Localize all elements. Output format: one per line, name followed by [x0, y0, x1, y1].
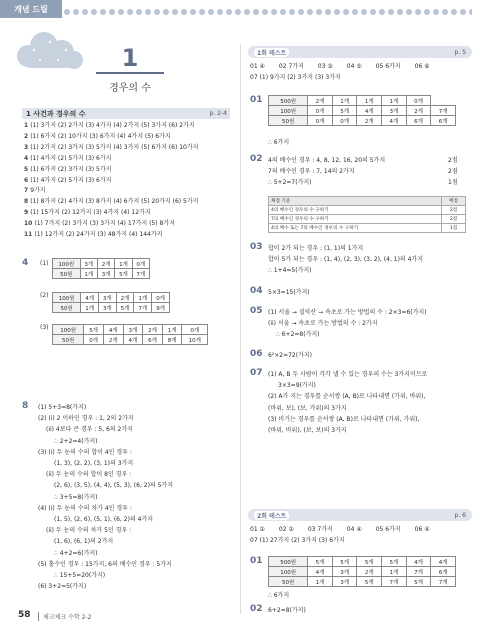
scoring-header-cell: 배점: [442, 197, 466, 206]
table-cell: 100원: [53, 259, 81, 269]
table-cell: 8개: [162, 335, 182, 345]
answer-text: (1) 4가지 (2) 5가지 (3) 6가지: [30, 154, 112, 162]
table-cell: 0개: [152, 293, 170, 303]
problem-4-number: 4: [22, 258, 29, 268]
problem-4-sub1: (1): [40, 260, 49, 267]
section-page: p. 2-4: [209, 110, 227, 117]
problem-03-number: 03: [250, 242, 263, 252]
table-cell: 1개: [162, 325, 182, 335]
text-line: (ii) 서울 → 속초로 가는 방법의 수 : 2가지: [268, 320, 378, 328]
text-line: ∴ 4+2=6(가지): [54, 549, 98, 557]
text-line: (1) 서울 → 설악산 → 속초로 가는 방법의 수 : 2×3=6(가지): [268, 309, 427, 316]
scoring-row: [269, 206, 466, 215]
table-cell: 3개: [97, 269, 114, 279]
scoring-row: [269, 215, 466, 224]
table-cell: 1개: [308, 577, 333, 587]
problem-01-table: [268, 95, 456, 126]
header-dots: [64, 9, 472, 16]
table-row: [269, 106, 456, 116]
answer-row: [24, 186, 234, 197]
text-line: (4) (i) 두 눈의 수의 차가 4인 경우 :: [38, 504, 132, 512]
text-line: (3) (i) 두 눈의 수의 합이 4인 경우 :: [38, 448, 132, 456]
table-cell: 2개: [357, 567, 382, 577]
choice-item: 03 ③: [317, 63, 333, 70]
problem-05-solution: [268, 307, 427, 341]
table-cell: 7개: [431, 106, 456, 116]
answer-row: [24, 176, 234, 187]
table-cell: 9개: [152, 303, 170, 313]
answer-text: (1) 7가지 (2) 3가지 (3) 3가지 (4) 17가지 (5) 8가지: [34, 220, 175, 228]
quick-test-2-label: 2회 테스트: [254, 511, 289, 520]
choice-item: 04 ⑤: [346, 63, 362, 70]
table-cell: 0개: [84, 335, 104, 345]
table-cell: 10개: [182, 335, 208, 345]
table-cell: 500원: [269, 557, 308, 567]
choice-item: 02 7가지: [278, 63, 304, 70]
text-line: ∴ 5+2=7(가지): [268, 179, 312, 187]
table-cell: 3개: [332, 577, 357, 587]
answer-text: (1) 4가지 (2) 5가지 (3) 6가지: [30, 176, 112, 184]
table-cell: 3개: [98, 303, 116, 313]
text-line: (바위, 바위), (보, 보)의 3가지: [268, 427, 347, 435]
answer-row: [24, 165, 234, 176]
table-row: [269, 567, 456, 577]
text-line: ∴ 3+5=8(가지): [54, 493, 98, 501]
scoring-cell: 2점: [442, 215, 466, 224]
scoring-row: [269, 224, 466, 233]
table-cell: 2개: [308, 96, 333, 106]
table-cell: 6개: [406, 116, 431, 126]
problem-02-solution: [268, 155, 385, 189]
text-line: (1) A, B 두 사람이 각각 낼 수 있는 경우의 수는 3가지이므로: [268, 371, 428, 378]
answer-text: (1) 6가지 (2) 3가지 (3) 5가지: [30, 165, 112, 173]
problem-4-table-3: [52, 324, 208, 345]
table-cell: 7개: [382, 577, 407, 587]
table-row: [269, 96, 456, 106]
text-line: 2점: [448, 168, 458, 176]
table-cell: 4개: [406, 557, 431, 567]
table-cell: 1개: [80, 269, 97, 279]
scoring-table: [268, 196, 466, 233]
table-cell: 1개: [382, 567, 407, 577]
answer-text: 9가지: [30, 187, 46, 195]
problem-02-number: 02: [250, 154, 263, 164]
text-line: ∴ 2+2=4(가지): [54, 437, 98, 445]
problem-01b-conclusion: ∴ 6가지: [268, 592, 290, 599]
table-cell: 4개: [382, 116, 407, 126]
column-divider: [240, 44, 241, 614]
quick-test-1-choices-2: 07 (1) 9가지 (2) 3가지 (3) 3가지: [250, 74, 341, 81]
table-cell: 0개: [132, 259, 149, 269]
text-line: (ii) 4보다 큰 경우 : 5, 6의 2가지: [46, 426, 133, 434]
section-title: 1 사건과 경우의 수: [26, 109, 86, 118]
answer-list: [24, 121, 234, 241]
problem-8-number: 8: [22, 401, 29, 411]
choice-item: 05 6가지: [375, 526, 401, 533]
choice-item: 01 ①: [250, 526, 265, 533]
table-cell: 4개: [431, 557, 456, 567]
answer-number: 6: [24, 176, 29, 184]
problem-01b-table: [268, 556, 456, 587]
table-row: [53, 303, 170, 313]
quick-test-2-choices-2: 07 (1) 27가지 (2) 3가지 (3) 6가지: [250, 537, 345, 544]
table-cell: 4개: [123, 335, 143, 345]
table-cell: 50원: [53, 335, 84, 345]
table-cell: 5개: [116, 303, 134, 313]
answer-row: [24, 154, 234, 165]
table-row: [53, 293, 170, 303]
answer-row: [24, 197, 234, 208]
text-line: (1, 3), (2, 2), (3, 1)의 3가지: [54, 460, 134, 468]
table-row: [53, 259, 150, 269]
table-cell: 1개: [115, 259, 132, 269]
table-cell: 5개: [357, 577, 382, 587]
table-cell: 7개: [406, 567, 431, 577]
table-cell: 50원: [269, 116, 308, 126]
answer-text: (1) 6가지 (2) 10가지 (3) 6가지 (4) 4가지 (5) 6가지: [30, 132, 171, 140]
table-cell: 0개: [332, 116, 357, 126]
table-cell: 3개: [80, 259, 97, 269]
problem-4-table-2: [52, 292, 170, 313]
answer-number: 10: [24, 220, 33, 228]
text-line: (바위, 보), (보, 가위)의 3가지: [268, 404, 347, 412]
table-cell: 5개: [357, 557, 382, 567]
table-row: [53, 325, 208, 335]
answer-text: (1) 8가지 (2) 4가지 (3) 8가지 (4) 6가지 (5) 20가지 (6) 5가지: [30, 198, 199, 206]
problem-01b-number: 01: [250, 556, 263, 566]
text-line: (6) 3+2=5(가지): [38, 583, 87, 591]
table-cell: 3개: [382, 106, 407, 116]
table-cell: 4개: [103, 325, 123, 335]
problem-4-sub2: (2): [40, 292, 49, 299]
table-cell: 2개: [103, 335, 123, 345]
choice-item: 01 ④: [250, 63, 265, 70]
table-cell: 3개: [123, 325, 143, 335]
answer-row: [24, 219, 234, 230]
text-line: (2) (i) 2 이하인 경우 : 1, 2의 2가지: [38, 415, 134, 423]
table-row: [53, 269, 150, 279]
text-line: ∴ 15+5=20(가지): [54, 572, 106, 580]
answer-number: 11: [24, 231, 33, 239]
table-cell: 6개: [431, 116, 456, 126]
scoring-cell: 2점: [442, 206, 466, 215]
table-row: [269, 577, 456, 587]
table-cell: 5개: [406, 577, 431, 587]
text-line: 합이 2가 되는 경우 : (1, 1)의 1가지: [268, 245, 364, 252]
answer-number: 2: [24, 132, 29, 140]
text-line: (1) 5+3=8(가지): [38, 404, 87, 411]
problem-04-number: 04: [250, 286, 263, 296]
choice-item: 06 ⑥: [414, 63, 430, 70]
table-cell: 2개: [406, 106, 431, 116]
scoring-header-cell: 채점 기준: [269, 197, 442, 206]
problem-04-solution: 5×3=15(가지): [268, 289, 310, 296]
table-cell: 5개: [115, 269, 132, 279]
choice-item: 06 ④: [414, 526, 430, 533]
quick-test-1-label: 1회 테스트: [254, 48, 289, 57]
answer-text: (1) 3가지 (2) 2가지 (3) 4가지 (4) 2가지 (5) 3가지 (6) 2가지: [30, 122, 195, 129]
text-line: 합이 5가 되는 경우 : (1, 4), (2, 3), (3, 2), (4, 1)의 4가지: [268, 256, 424, 264]
answer-row: [24, 230, 234, 241]
header-tab: 개념 드릴: [0, 0, 62, 18]
table-cell: 7개: [431, 577, 456, 587]
section-header: [22, 108, 230, 119]
table-cell: 500원: [269, 96, 308, 106]
scoring-cell: 4의 배수 또는 7의 배수인 경우의 수 구하기: [269, 224, 442, 233]
table-cell: 5개: [308, 557, 333, 567]
table-cell: 5개: [84, 325, 104, 335]
table-cell: 0개: [308, 116, 333, 126]
answer-text: (1) 12가지 (2) 24가지 (3) 48가지 (4) 144가지: [34, 231, 163, 239]
table-cell: 4개: [81, 293, 99, 303]
scoring-cell: 7의 배수인 경우의 수 구하기: [269, 215, 442, 224]
problem-4-table-1: [52, 258, 150, 279]
choice-item: 05 6가지: [375, 63, 401, 70]
table-cell: 100원: [269, 106, 308, 116]
table-row: [269, 557, 456, 567]
table-cell: 50원: [269, 577, 308, 587]
table-cell: 4개: [357, 106, 382, 116]
answer-text: (1) 2가지 (2) 3가지 (3) 5가지 (4) 3가지 (5) 6가지 (6) 10가지: [30, 143, 199, 151]
table-cell: 1개: [382, 96, 407, 106]
scoring-cell: 1점: [442, 224, 466, 233]
text-line: (2) A가 지는 경우를 순서쌍 (A, B)로 나타내면 (가위, 바위),: [268, 393, 426, 401]
table-cell: 0개: [308, 106, 333, 116]
table-cell: 6개: [431, 567, 456, 577]
table-cell: 50원: [53, 303, 81, 313]
problem-01-conclusion: ∴ 6가지: [268, 139, 290, 146]
quick-test-1-page: p. 5: [454, 48, 466, 56]
text-line: 1점: [448, 179, 458, 187]
text-line: (2, 6), (3, 5), (4, 4), (5, 3), (6, 2)의 5가지: [54, 482, 174, 490]
table-row: [269, 116, 456, 126]
table-cell: 100원: [269, 567, 308, 577]
table-cell: 2개: [97, 259, 114, 269]
problem-07-solution: [268, 369, 427, 436]
answer-number: 9: [24, 209, 29, 217]
chapter-title: 경우의 수: [109, 83, 151, 94]
quick-test-2-header: [248, 509, 472, 521]
choice-item: 02 ①: [278, 526, 294, 533]
text-line: ∴ 1+4=5(가지): [268, 267, 312, 275]
table-cell: 1개: [81, 303, 99, 313]
table-cell: 0개: [406, 96, 431, 106]
answer-number: 4: [24, 154, 29, 162]
text-line: (ii) 두 눈의 수의 합이 8인 경우 :: [46, 471, 132, 479]
text-line: (ii) 두 눈의 수의 차가 5인 경우 :: [46, 527, 132, 535]
text-line: 2점: [448, 157, 458, 164]
answer-number: 3: [24, 143, 29, 151]
cloud-decoration: [10, 30, 88, 70]
text-line: 3×3=9(가지): [278, 382, 316, 390]
answer-number: 5: [24, 165, 29, 173]
answer-text: (1) 15가지 (2) 12가지 (3) 4가지 (4) 12가지: [30, 209, 151, 217]
table-cell: 3개: [332, 567, 357, 577]
text-line: 7의 배수인 경우 : 7, 14의 2가지: [268, 168, 355, 176]
table-cell: 1개: [357, 96, 382, 106]
text-line: (3) 비기는 경우를 순서쌍 (A, B)로 나타내면 (가위, 가위),: [268, 415, 420, 423]
table-cell: 2개: [357, 116, 382, 126]
table-row: [53, 335, 208, 345]
answer-number: 7: [24, 187, 29, 195]
answer-row: [24, 121, 234, 132]
table-cell: 7개: [134, 303, 152, 313]
table-cell: 1개: [332, 96, 357, 106]
answer-number: 8: [24, 198, 29, 206]
scoring-cell: 4의 배수인 경우의 수 구하기: [269, 206, 442, 215]
problem-8-solution: [38, 402, 173, 592]
quick-test-1-choices: [250, 61, 444, 72]
problem-02-scores: [448, 155, 458, 189]
table-cell: 5개: [332, 106, 357, 116]
text-line: 4의 배수인 경우 : 4, 8, 12, 16, 20의 5가지: [268, 157, 386, 164]
choice-item: 04 ④: [346, 526, 362, 533]
problem-06-number: 06: [250, 349, 263, 359]
table-cell: 1개: [134, 293, 152, 303]
table-cell: 5개: [332, 557, 357, 567]
problem-02b-number: 02: [250, 604, 263, 614]
footer-divider: [38, 612, 39, 621]
table-cell: 7개: [132, 269, 149, 279]
page-number: 58: [18, 610, 31, 620]
problem-06-solution: 6²×2=72(가지): [268, 352, 313, 359]
choice-item: 03 7가지: [307, 526, 333, 533]
problem-07-number: 07: [250, 368, 263, 378]
table-cell: 3개: [98, 293, 116, 303]
problem-03-solution: [268, 243, 423, 277]
answer-number: 1: [24, 122, 29, 129]
problem-01-number: 01: [250, 95, 263, 105]
text-line: ∴ 6+2=8(가지): [276, 331, 320, 339]
problem-02b-solution: 6+2=8(가지): [268, 607, 306, 614]
table-cell: 6개: [143, 335, 163, 345]
table-cell: 2개: [116, 293, 134, 303]
table-cell: 2개: [143, 325, 163, 335]
problem-05-number: 05: [250, 306, 263, 316]
text-line: (5) 홀수인 경우 : 15가지, 6의 배수인 경우 : 5가지: [38, 560, 172, 568]
table-cell: 50원: [53, 269, 81, 279]
text-line: (1, 6), (6, 1)의 2가지: [54, 538, 114, 546]
quick-test-2-choices: [250, 524, 444, 535]
chapter-number: 1: [121, 44, 139, 72]
answer-row: [24, 143, 234, 154]
problem-4-sub3: (3): [40, 324, 49, 331]
answer-row: [24, 208, 234, 219]
table-cell: 100원: [53, 293, 81, 303]
table-cell: 4개: [308, 567, 333, 577]
footer-book-title: 체크체크 수학 2-2: [43, 614, 92, 621]
text-line: (1, 5), (2, 6), (5, 1), (6, 2)의 4가지: [54, 516, 154, 524]
answer-row: [24, 132, 234, 143]
table-cell: 5개: [382, 557, 407, 567]
table-cell: 0개: [182, 325, 208, 335]
quick-test-2-page: p. 6: [454, 511, 466, 519]
chapter-underline: [96, 72, 164, 74]
quick-test-1-header: [248, 46, 472, 58]
scoring-header-row: [269, 197, 466, 206]
table-cell: 100원: [53, 325, 84, 335]
